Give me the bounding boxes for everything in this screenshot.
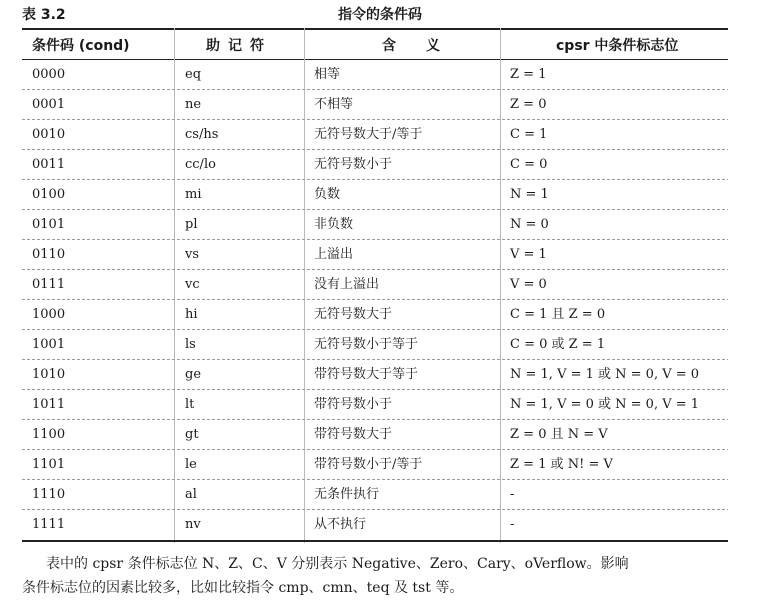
cell-meaning: 无符号数小于 (314, 157, 393, 172)
cell-meaning: 没有上溢出 (314, 277, 380, 292)
cell-flags: N = 1 (510, 187, 549, 202)
cell-meaning: 带符号数小于/等于 (314, 457, 423, 472)
cell-meaning: 带符号数大于 (314, 427, 393, 442)
cell-mnemonic: le (185, 457, 197, 472)
cell-flags: Z = 0 (510, 97, 547, 112)
table-row (22, 330, 728, 360)
cell-cond: 0001 (32, 97, 66, 112)
cell-meaning: 相等 (314, 67, 341, 82)
cell-mnemonic: pl (185, 217, 198, 232)
cell-flags: N = 1, V = 1 或 N = 0, V = 0 (510, 367, 700, 382)
cell-meaning: 负数 (314, 187, 341, 202)
cell-mnemonic: mi (185, 187, 202, 202)
table-row (22, 210, 728, 240)
table-row (22, 240, 728, 270)
cell-mnemonic: lt (185, 397, 195, 412)
table-row (22, 60, 728, 90)
cell-meaning: 无符号数大于/等于 (314, 127, 423, 142)
table-row (22, 120, 728, 150)
cell-meaning: 无符号数大于 (314, 307, 393, 322)
cell-mnemonic: ne (185, 97, 202, 112)
cell-cond: 1110 (32, 487, 66, 502)
cell-cond: 1101 (32, 457, 66, 472)
cell-meaning: 从不执行 (314, 517, 367, 532)
table-number: 表 3.2 (22, 7, 66, 23)
header-cpsr-flags: cpsr 中条件标志位 (556, 38, 679, 54)
footer-paragraph-line-2: 条件标志位的因素比较多，比如比较指令 cmp、cmn、teq 及 tst 等。 (22, 580, 464, 596)
cell-mnemonic: vs (185, 247, 200, 262)
header-mnemonic: 助记符 (206, 38, 272, 54)
cell-meaning: 带符号数小于 (314, 397, 393, 412)
cell-cond: 0101 (32, 217, 66, 232)
cell-cond: 0110 (32, 247, 66, 262)
table-row (22, 510, 728, 540)
cell-cond: 1010 (32, 367, 66, 382)
cell-cond: 1001 (32, 337, 66, 352)
cell-cond: 0100 (32, 187, 66, 202)
cell-mnemonic: vc (185, 277, 200, 292)
cell-mnemonic: al (185, 487, 197, 502)
cell-cond: 1100 (32, 427, 66, 442)
cell-flags: C = 1 且 Z = 0 (510, 307, 606, 322)
table-row (22, 360, 728, 390)
header-cond: 条件码 (cond) (32, 38, 130, 54)
table-title: 指令的条件码 (338, 7, 422, 23)
cell-flags: N = 1, V = 0 或 N = 0, V = 1 (510, 397, 700, 412)
cell-meaning: 非负数 (314, 217, 354, 232)
table-top-rule (22, 28, 728, 30)
cell-mnemonic: nv (185, 517, 201, 532)
cell-flags: - (510, 517, 515, 532)
cell-flags: Z = 1 (510, 67, 547, 82)
table-row (22, 420, 728, 450)
cell-cond: 0011 (32, 157, 66, 172)
cell-mnemonic: gt (185, 427, 199, 442)
cell-cond: 1011 (32, 397, 66, 412)
cell-mnemonic: ge (185, 367, 202, 382)
cell-flags: C = 0 或 Z = 1 (510, 337, 606, 352)
cell-meaning: 不相等 (314, 97, 354, 112)
cell-mnemonic: ls (185, 337, 196, 352)
cell-cond: 1111 (32, 517, 66, 532)
cell-meaning: 无条件执行 (314, 487, 380, 502)
cell-mnemonic: cc/lo (185, 157, 216, 172)
cell-cond: 1000 (32, 307, 66, 322)
table-row (22, 450, 728, 480)
cell-flags: Z = 1 或 N! = V (510, 457, 613, 472)
cell-meaning: 带符号数大于等于 (314, 367, 419, 382)
cell-flags: Z = 0 且 N = V (510, 427, 608, 442)
cell-meaning: 无符号数小于等于 (314, 337, 419, 352)
table-row (22, 480, 728, 510)
cell-cond: 0111 (32, 277, 66, 292)
cell-flags: N = 0 (510, 217, 549, 232)
cell-flags: C = 0 (510, 157, 548, 172)
table-row (22, 180, 728, 210)
table-bottom-rule (22, 540, 728, 542)
table-row (22, 90, 728, 120)
cell-flags: - (510, 487, 515, 502)
header-meaning: 含义 (382, 38, 470, 54)
cell-meaning: 上溢出 (314, 247, 354, 262)
cell-flags: V = 1 (510, 247, 547, 262)
cell-mnemonic: cs/hs (185, 127, 219, 142)
cell-mnemonic: eq (185, 67, 202, 82)
cell-cond: 0000 (32, 67, 66, 82)
table-row (22, 390, 728, 420)
cell-cond: 0010 (32, 127, 66, 142)
table-row (22, 270, 728, 300)
cell-flags: V = 0 (510, 277, 547, 292)
cell-flags: C = 1 (510, 127, 548, 142)
table-row (22, 300, 728, 330)
cell-mnemonic: hi (185, 307, 198, 322)
footer-paragraph-line-1: 表中的 cpsr 条件标志位 N、Z、C、V 分别表示 Negative、Zero、Cary、oVerflow。影响 (46, 556, 629, 572)
table-row (22, 150, 728, 180)
